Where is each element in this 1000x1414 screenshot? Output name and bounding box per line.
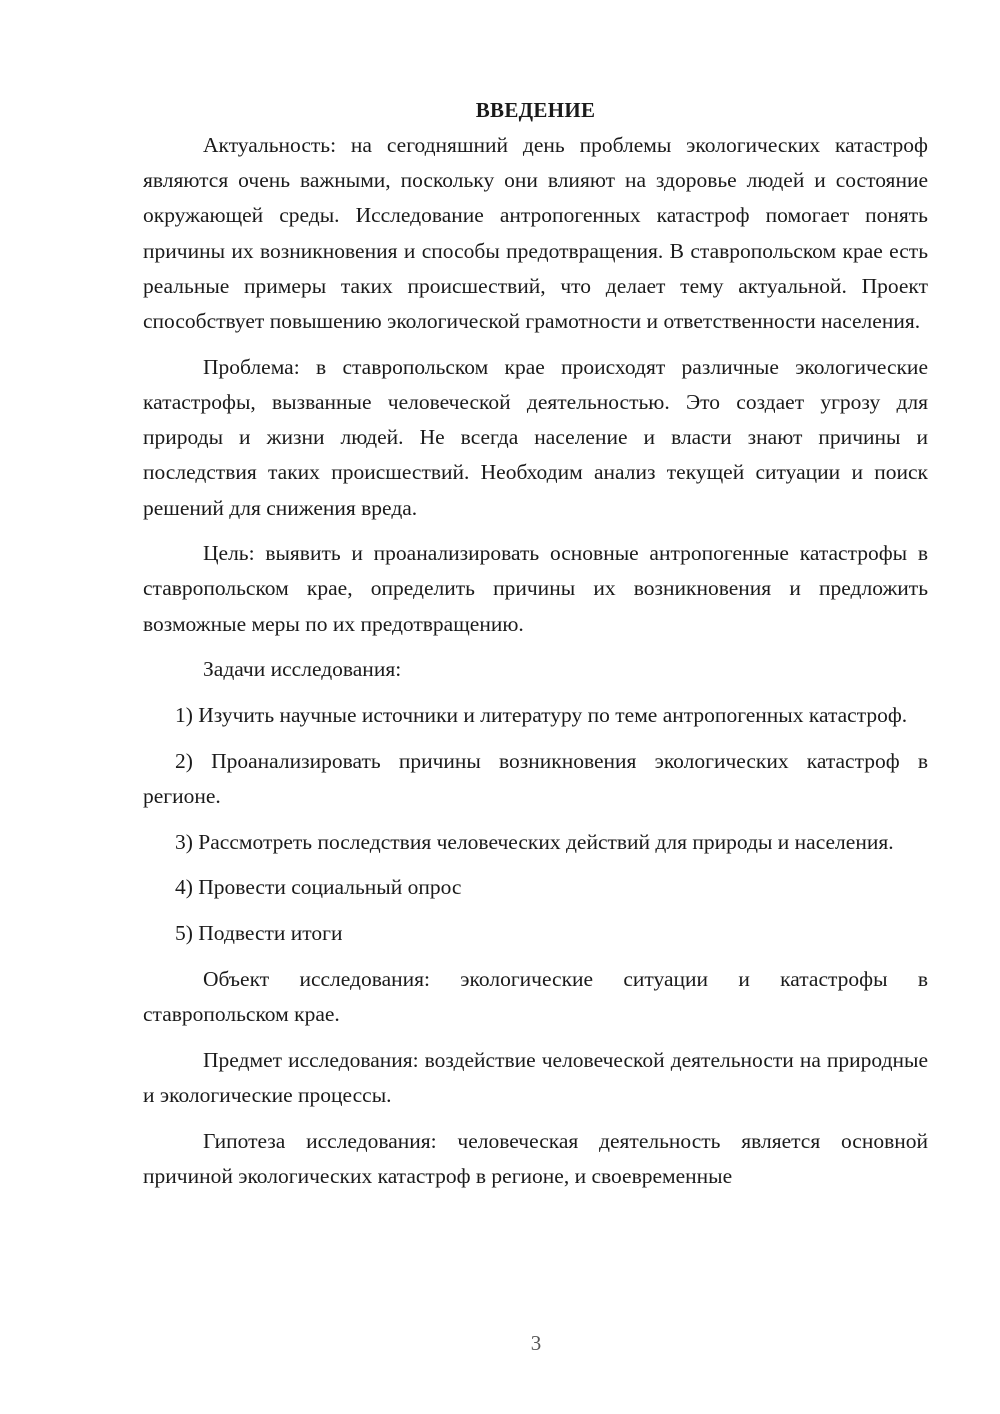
task-item: 3) Рассмотреть последствия человеческих действий для природы и населения. [175, 829, 894, 854]
task-item: 5) Подвести итоги [175, 921, 343, 946]
tasks-title: Задачи исследования: [203, 657, 402, 682]
task-item: 2) Проанализировать причины возникновения экологических катастроф в регионе. [143, 748, 928, 808]
paragraph-goal: Цель: выявить и проанализировать основные антропогенные катастрофы в ставропольском крае, определить причины их возникновения и предложить возможные меры по их предотвращению. [143, 541, 928, 636]
task-item: 1) Изучить научные источники и литературу по теме антропогенных катастроф. [175, 703, 908, 728]
section-heading: ВВЕДЕНИЕ [475, 98, 596, 122]
task-item: 4) Провести социальный опрос [175, 875, 462, 900]
paragraph-object: Объект исследования: экологические ситуации и катастрофы в ставропольском крае. [143, 966, 928, 1026]
paragraph-subject: Предмет исследования: воздействие человеческой деятельности на природные и экологические процессы. [143, 1047, 928, 1107]
page-number: 3 [530, 1331, 542, 1355]
paragraph-problem: Проблема: в ставропольском крае происходят различные экологические катастрофы, вызванные человеческой деятельностью. Это создает угрозу для природы и жизни людей. Не всегда население и власти знают причины и последствия таких происшествий. Необходим анализ текущей ситуации и поиск решений для снижения вреда. [143, 354, 928, 520]
page-content [143, 93, 928, 1204]
paragraph-relevance: Актуальность: на сегодняшний день проблемы экологических катастроф являются очень важными, поскольку они влияют на здоровье людей и состояние окружающей среды. Исследование антропогенных катастроф помогает понять причины их возникновения и способы предотвращения. В ставропольском крае есть реальные примеры таких происшествий, что делает тему актуальной. Проект способствует повышению экологической грамотности и ответственности населения. [143, 133, 928, 334]
paragraph-hypothesis: Гипотеза исследования: человеческая деятельность является основной причиной экологических катастроф в регионе, и своевременные [143, 1128, 928, 1188]
